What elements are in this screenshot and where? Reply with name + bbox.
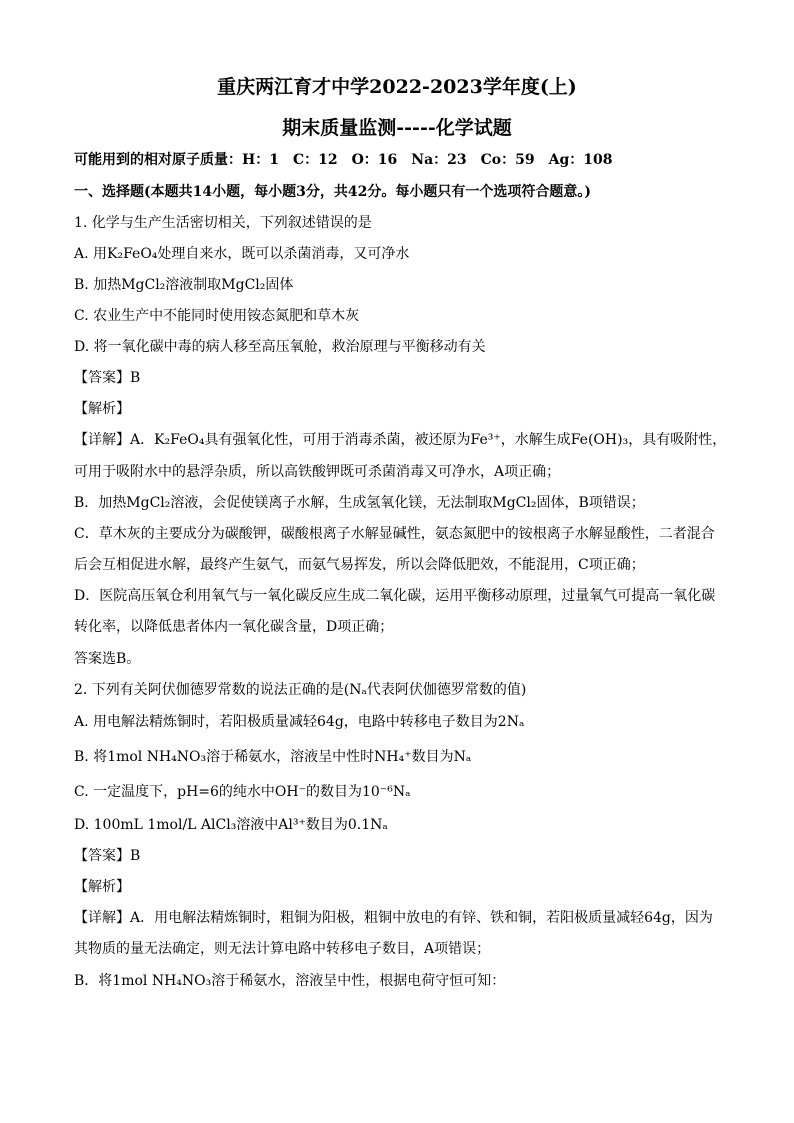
q1-detail-7: 转化率，以降低患者体内一氧化碳含量，D项正确；	[74, 619, 394, 635]
q1-detail-2: 可用于吸附水中的悬浮杂质，所以高铁酸钾既可杀菌消毒又可净水，A项正确；	[74, 464, 561, 480]
q1-analysis: 【解析】	[74, 401, 130, 417]
section-heading: 一、选择题(本题共14小题，每小题3分，共42分。每小题只有一个选项符合题意。)	[74, 184, 591, 200]
exam-subtitle: 期末质量监测-----化学试题	[282, 117, 512, 139]
q1-detail-6: D．医院高压氧仓利用氧气与一氧化碳反应生成二氧化碳，运用平衡移动原理，过量氧气可提高一氧化碳	[74, 588, 716, 604]
q2-answer: 【答案】B	[74, 848, 141, 864]
q1-detail-1: 【详解】A．K₂FeO₄具有强氧化性，可用于消毒杀菌，被还原为Fe³⁺，水解生成Fe(OH)₃，具有吸附性，	[74, 432, 727, 448]
q2-option-d: D. 100mL 1mol/L AlCl₃溶液中Al³⁺数目为0.1Nₐ	[74, 817, 388, 833]
q1-detail-3: B．加热MgCl₂溶液，会促使镁离子水解，生成氢氧化镁，无法制取MgCl₂固体，B项错误；	[74, 495, 645, 511]
q2-analysis: 【解析】	[74, 879, 130, 895]
q2-option-c: C. 一定温度下，pH=6的纯水中OH⁻的数目为10⁻⁶Nₐ	[74, 784, 411, 800]
q1-option-d: D. 将一氧化碳中毒的病人移至高压氧舱，救治原理与平衡移动有关	[74, 339, 486, 355]
exam-title: 重庆两江育才中学2022-2023学年度(上)	[217, 76, 577, 98]
q2-option-a: A. 用电解法精炼铜时，若阳极质量减轻64g，电路中转移电子数目为2Nₐ	[74, 714, 525, 730]
q2-detail-3: B．将1mol NH₄NO₃溶于稀氨水，溶液呈中性，根据电荷守恒可知：	[74, 973, 506, 989]
atomic-masses: 可能用到的相对原子质量：H：1 C：12 O：16 Na：23 Co：59 Ag：108	[74, 152, 613, 168]
q2-detail-1: 【详解】A．用电解法精炼铜时，粗铜为阳极，粗铜中放电的有锌、铁和铜，若阳极质量减轻64g，因为	[74, 910, 713, 926]
q1-answer: 【答案】B	[74, 370, 141, 386]
q2-detail-2: 其物质的量无法确定，则无法计算电路中转移电子数目，A项错误；	[74, 941, 491, 957]
q1-option-b: B. 加热MgCl₂溶液制取MgCl₂固体	[74, 277, 294, 293]
q1-stem: 1. 化学与生产生活密切相关，下列叙述错误的是	[74, 215, 372, 231]
q1-conclusion: 答案选B。	[74, 651, 141, 667]
q1-option-a: A. 用K₂FeO₄处理自来水，既可以杀菌消毒，又可净水	[74, 246, 410, 262]
q1-option-c: C. 农业生产中不能同时使用铵态氮肥和草木灰	[74, 308, 360, 324]
q1-detail-4: C．草木灰的主要成分为碳酸钾，碳酸根离子水解显碱性，氨态氮肥中的铵根离子水解显酸性，二者混合	[74, 526, 715, 542]
q2-stem: 2. 下列有关阿伏伽德罗常数的说法正确的是(Nₐ代表阿伏伽德罗常数的值)	[74, 682, 527, 698]
q1-detail-5: 后会互相促进水解，最终产生氨气，而氨气易挥发，所以会降低肥效，不能混用，C项正确；	[74, 557, 645, 573]
q2-option-b: B. 将1mol NH₄NO₃溶于稀氨水，溶液呈中性时NH₄⁺数目为Nₐ	[74, 749, 472, 765]
